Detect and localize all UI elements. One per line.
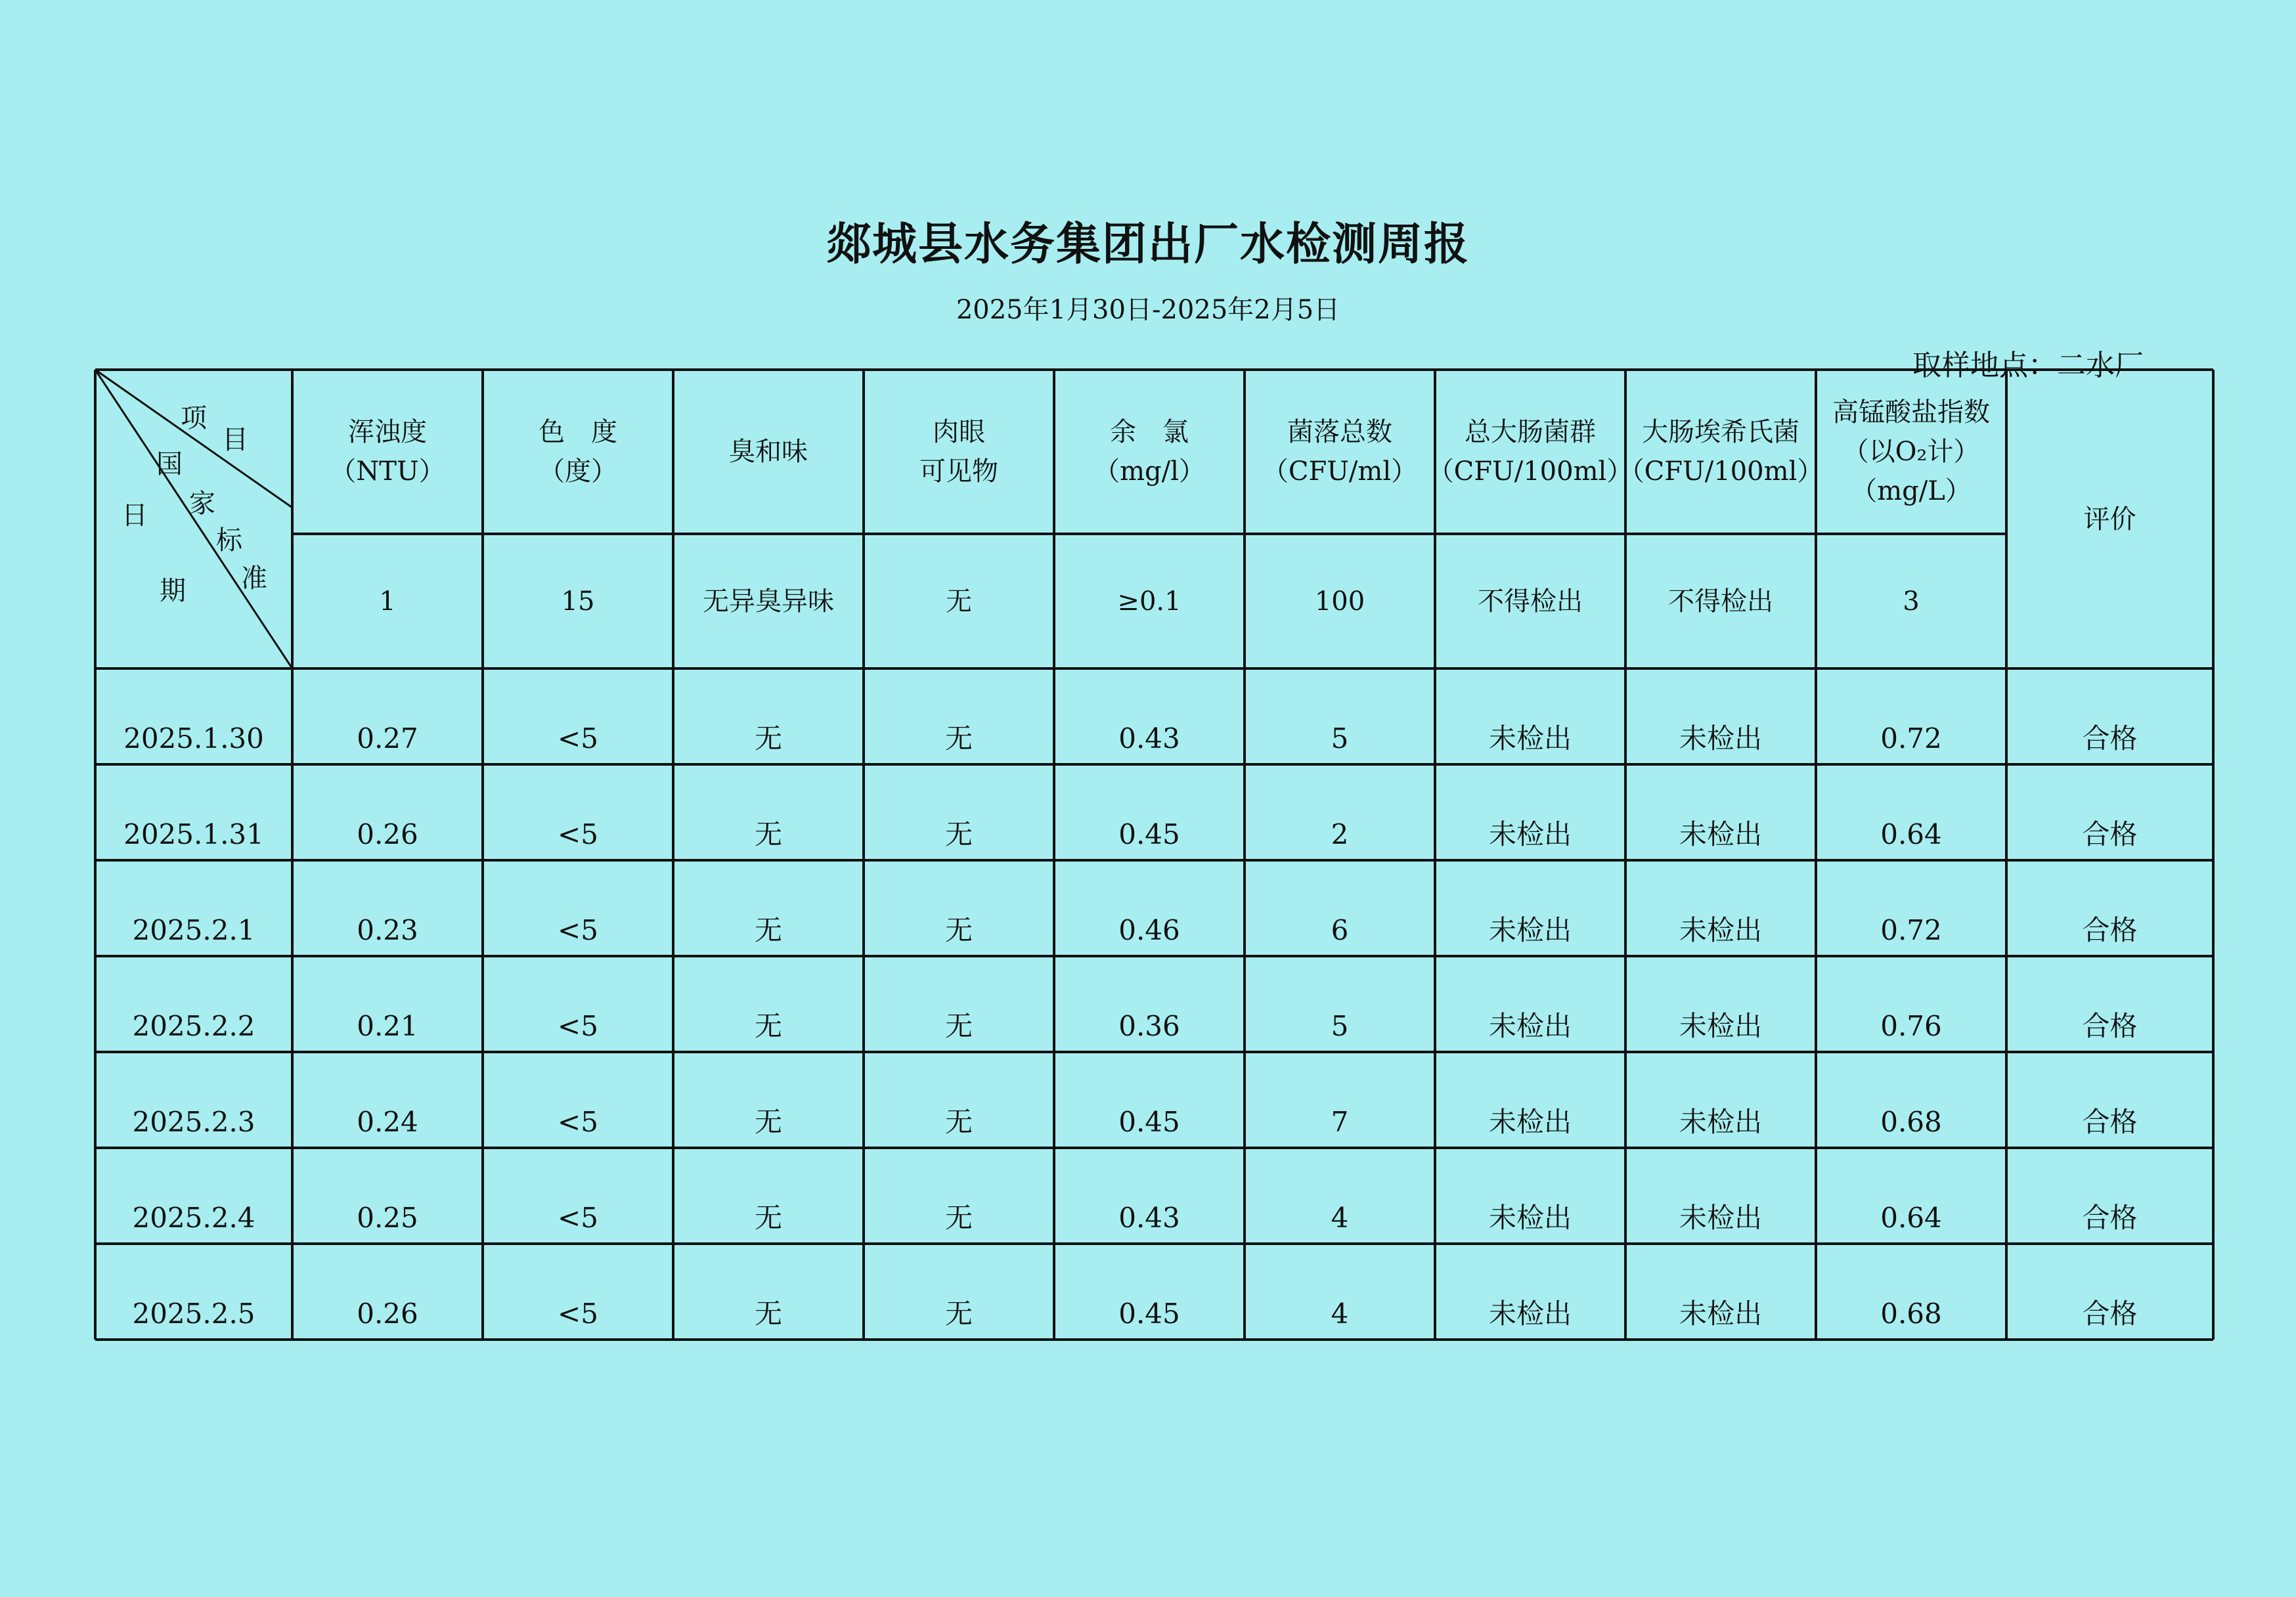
row-value: 0.25	[357, 1202, 418, 1234]
row-value: <5	[558, 1202, 598, 1234]
row-value: 无	[754, 1202, 782, 1234]
row-value: 未检出	[1679, 1202, 1762, 1234]
row-value: 无	[944, 722, 973, 755]
corner-item-char-2: 目	[222, 425, 248, 455]
row-value: 未检出	[1679, 818, 1762, 850]
row-value: <5	[558, 914, 598, 946]
row-value: 未检出	[1488, 1298, 1572, 1330]
standard-value: ≥0.1	[1117, 586, 1181, 617]
row-value: 未检出	[1679, 914, 1762, 946]
row-evaluation: 合格	[2082, 818, 2138, 850]
row-value: 未检出	[1679, 1298, 1762, 1330]
row-value: 0.45	[1118, 1106, 1180, 1138]
row-value: 未检出	[1488, 1106, 1572, 1138]
standard-value: 100	[1314, 586, 1365, 617]
row-value: 4	[1331, 1202, 1349, 1234]
row-value: 0.64	[1880, 818, 1942, 850]
row-value: 无	[944, 818, 973, 850]
row-value: 无	[754, 722, 782, 755]
row-evaluation: 合格	[2082, 1010, 2138, 1042]
row-evaluation: 合格	[2082, 1202, 2138, 1234]
row-value: <5	[558, 722, 598, 755]
corner-date-char-1: 日	[121, 500, 148, 531]
corner-date-char-2: 期	[160, 576, 186, 606]
row-value: 未检出	[1488, 722, 1572, 755]
row-date: 2025.1.30	[123, 722, 264, 755]
row-value: 0.21	[357, 1010, 418, 1042]
row-evaluation: 合格	[2082, 914, 2138, 946]
evaluation-header: 评价	[2083, 504, 2136, 535]
water-quality-table	[95, 370, 2213, 1342]
standard-value: 无	[946, 586, 972, 617]
row-value: 无	[944, 1202, 973, 1234]
column-header: 浑浊度 （NTU）	[330, 417, 445, 487]
standard-value: 不得检出	[1478, 586, 1583, 617]
row-evaluation: 合格	[2082, 722, 2138, 755]
row-value: <5	[558, 1106, 598, 1138]
row-value: 无	[754, 914, 782, 946]
report-date-range: 2025年1月30日-2025年2月5日	[956, 295, 1340, 325]
row-value: 无	[944, 1106, 973, 1138]
report-title: 郯城县水务集团出厂水检测周报	[826, 219, 1470, 271]
column-header: 肉眼 可见物	[919, 417, 998, 487]
row-value: <5	[558, 1298, 598, 1330]
row-value: 0.68	[1880, 1298, 1942, 1330]
row-value: 2	[1331, 818, 1349, 850]
row-value: 5	[1331, 722, 1349, 755]
row-value: 0.46	[1118, 914, 1180, 946]
row-date: 2025.2.1	[132, 914, 255, 946]
row-value: 0.23	[357, 914, 418, 946]
row-value: 未检出	[1679, 722, 1762, 755]
row-value: 无	[754, 1010, 782, 1042]
row-value: 无	[754, 1298, 782, 1330]
column-header: 总大肠菌群 （CFU/100ml）	[1427, 417, 1633, 487]
row-value: 4	[1331, 1298, 1349, 1330]
row-value: 未检出	[1488, 1202, 1572, 1234]
row-value: 未检出	[1679, 1106, 1762, 1138]
row-value: 0.43	[1118, 722, 1180, 755]
row-value: 无	[944, 1010, 973, 1042]
row-value: 无	[754, 818, 782, 850]
row-value: 0.43	[1118, 1202, 1180, 1234]
row-value: <5	[558, 818, 598, 850]
row-value: 0.45	[1118, 818, 1180, 850]
row-value: 0.45	[1118, 1298, 1180, 1330]
row-value: 无	[944, 914, 973, 946]
row-value: 0.26	[357, 818, 418, 850]
row-value: 6	[1331, 914, 1349, 946]
standard-value: 1	[379, 586, 396, 617]
column-header: 色 度 （度）	[539, 417, 617, 487]
row-value: 0.26	[357, 1298, 418, 1330]
row-date: 2025.2.2	[132, 1010, 255, 1042]
sampling-location: 取样地点：二水厂	[1912, 349, 2144, 382]
standard-value: 3	[1903, 586, 1920, 617]
row-value: 0.24	[357, 1106, 418, 1138]
row-value: 0.36	[1118, 1010, 1180, 1042]
standard-value: 15	[561, 586, 595, 617]
row-evaluation: 合格	[2082, 1298, 2138, 1330]
row-value: 0.72	[1880, 722, 1942, 755]
standard-value: 不得检出	[1668, 586, 1773, 617]
row-value: 未检出	[1488, 914, 1572, 946]
row-date: 2025.1.31	[123, 818, 264, 850]
corner-standard-char-4: 准	[241, 563, 267, 594]
row-value: 0.72	[1880, 914, 1942, 946]
standard-value: 无异臭异味	[703, 586, 834, 617]
row-value: 无	[944, 1298, 973, 1330]
row-value: 0.68	[1880, 1106, 1942, 1138]
corner-standard-char-3: 标	[216, 525, 242, 556]
column-header: 臭和味	[729, 437, 808, 467]
corner-standard-char-2: 家	[189, 489, 215, 519]
row-date: 2025.2.5	[132, 1298, 255, 1330]
row-value: 5	[1331, 1010, 1349, 1042]
row-value: 未检出	[1679, 1010, 1762, 1042]
row-value: 未检出	[1488, 818, 1572, 850]
corner-item-char-1: 项	[181, 403, 207, 433]
column-header: 高锰酸盐指数 （以O₂计） （mg/L）	[1832, 397, 1990, 506]
column-header: 菌落总数 （CFU/ml）	[1262, 417, 1418, 487]
corner-standard-char-1: 国	[156, 449, 183, 479]
row-value: <5	[558, 1010, 598, 1042]
column-header: 大肠埃希氏菌 （CFU/100ml）	[1618, 417, 1824, 487]
row-value: 0.64	[1880, 1202, 1942, 1234]
row-value: 无	[754, 1106, 782, 1138]
row-evaluation: 合格	[2082, 1106, 2138, 1138]
row-value: 0.76	[1880, 1010, 1942, 1042]
row-value: 7	[1331, 1106, 1349, 1138]
row-date: 2025.2.3	[132, 1106, 255, 1138]
column-header: 余 氯 （mg/l）	[1093, 417, 1205, 487]
row-date: 2025.2.4	[132, 1202, 255, 1234]
row-value: 0.27	[357, 722, 418, 755]
row-value: 未检出	[1488, 1010, 1572, 1042]
